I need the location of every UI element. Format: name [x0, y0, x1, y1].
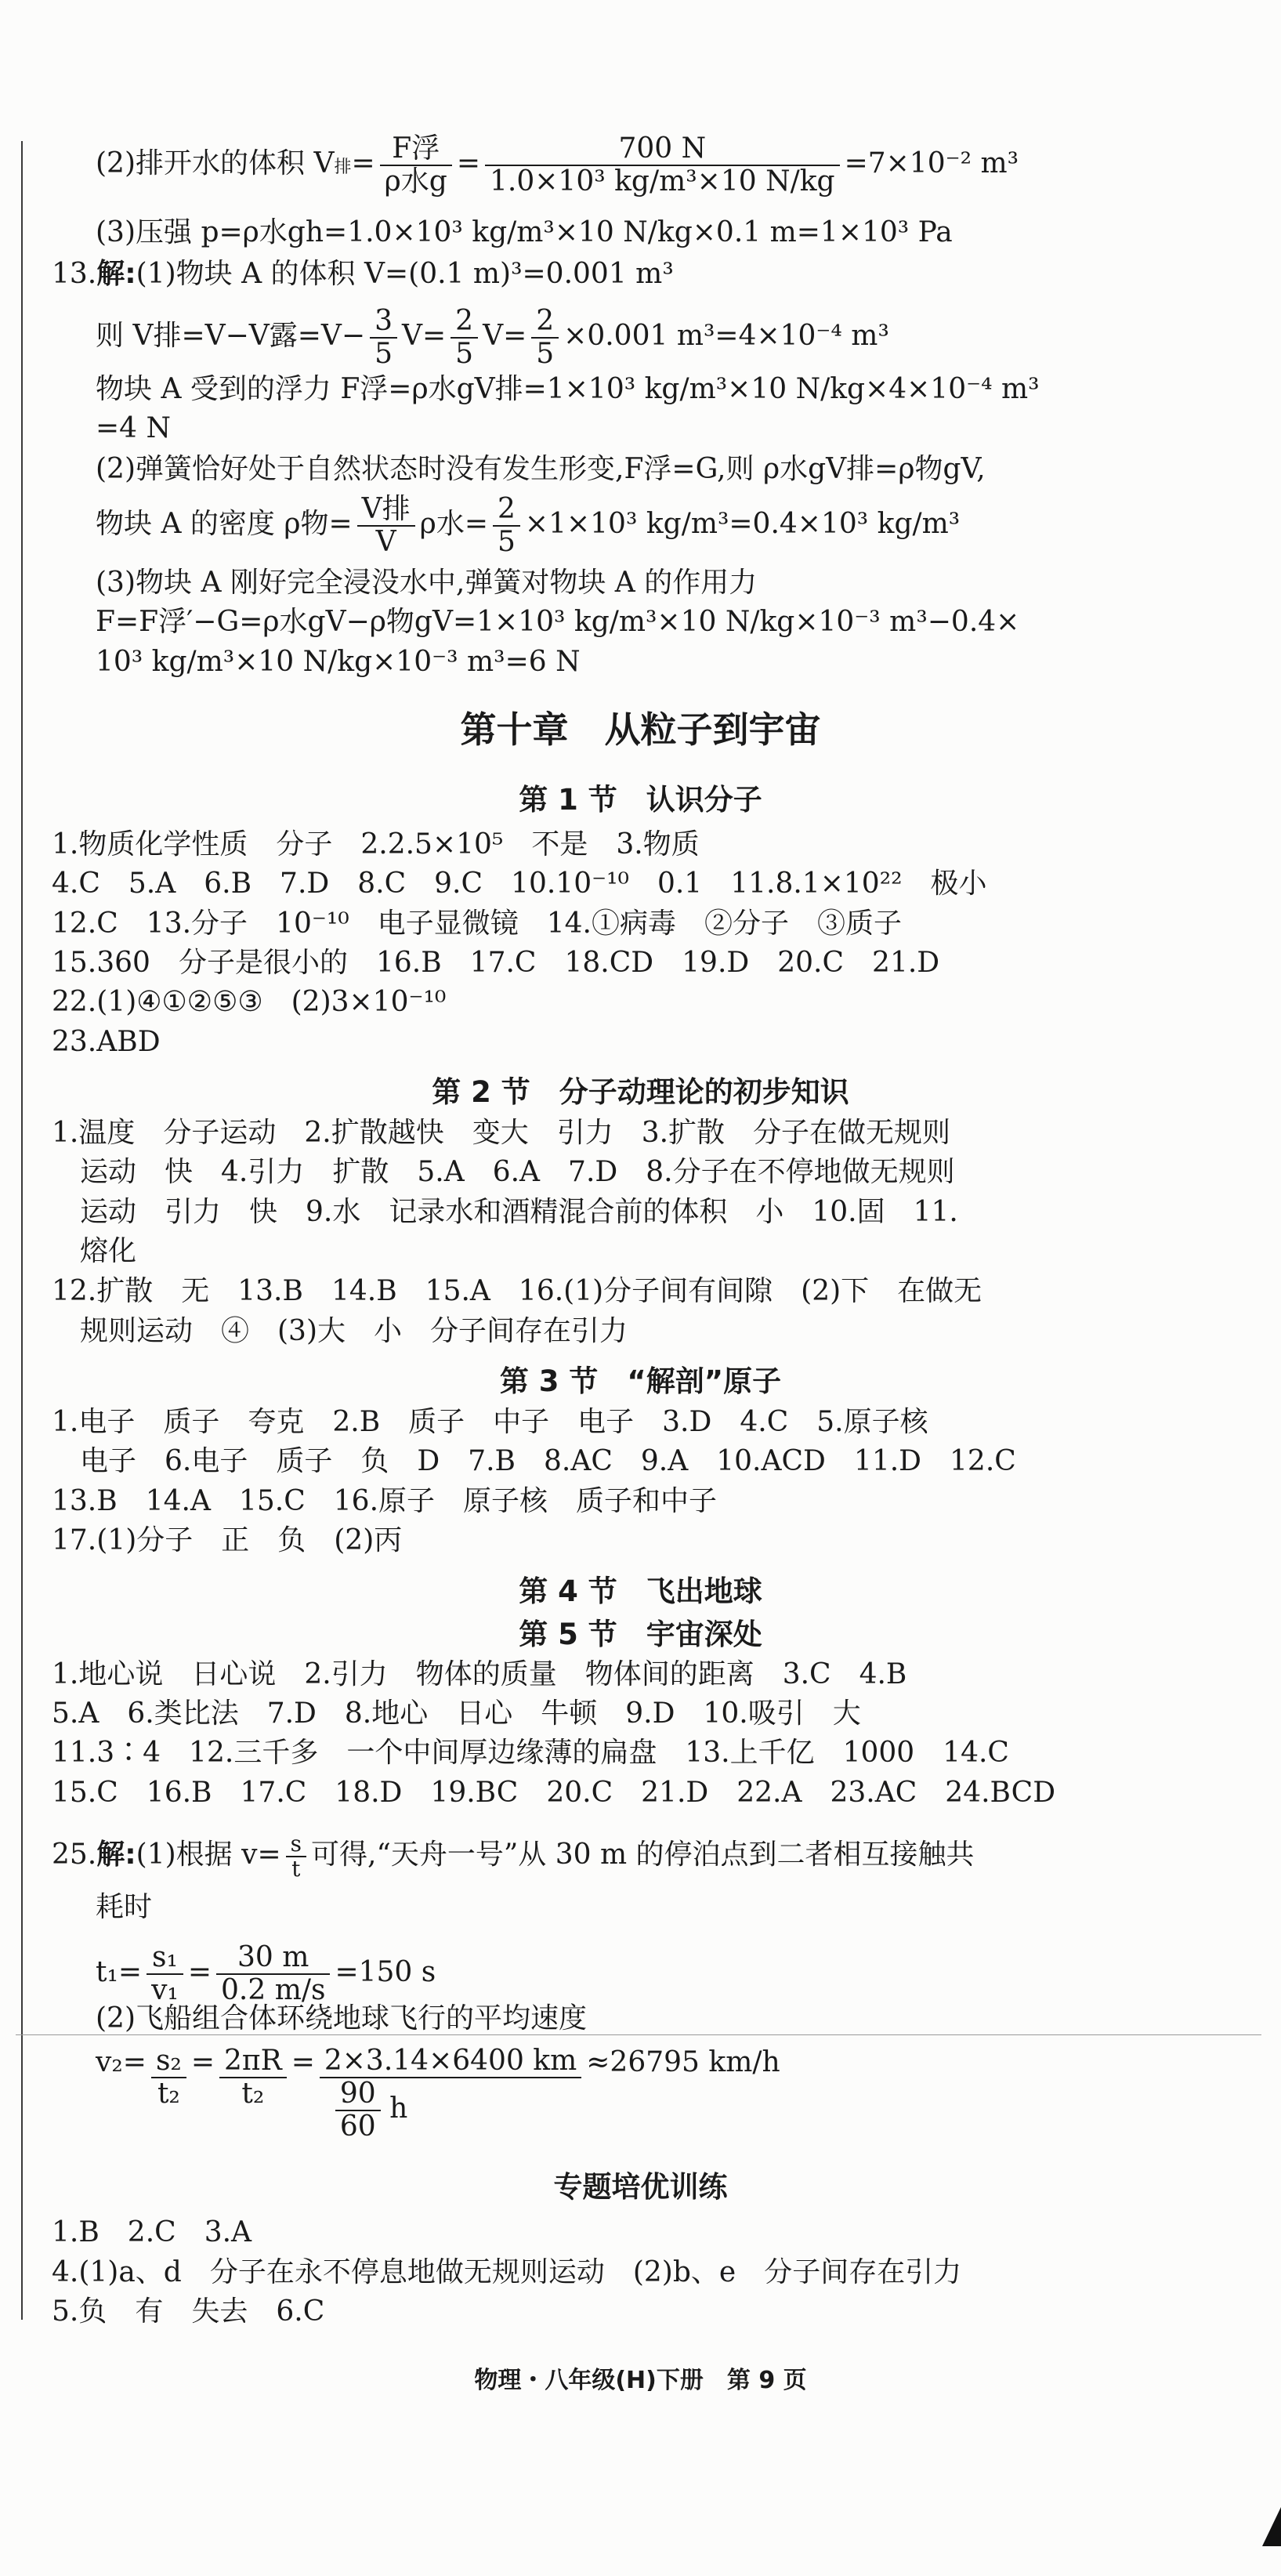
denominator: 0.2 m/s: [221, 1974, 326, 2006]
line-t1: [96, 1942, 436, 2006]
denominator: ρ水g: [384, 165, 447, 197]
numerator: 3: [370, 306, 397, 339]
text: =: [291, 2046, 315, 2078]
fraction: [216, 1942, 330, 2006]
text: =: [456, 147, 481, 179]
denominator: [320, 2078, 581, 2143]
unit: h: [389, 2092, 408, 2125]
denominator: 5: [536, 338, 555, 370]
solution-label: 解:: [96, 258, 136, 290]
page-footer: 物理・八年级(H)下册 第 9 页: [474, 2367, 807, 2394]
text: v₂=: [96, 2046, 147, 2078]
answer-line: 熔化: [52, 1235, 137, 1267]
text: =150 s: [335, 1956, 436, 1988]
numerator: s₂: [151, 2045, 186, 2078]
section-title-4: 第 4 节 飞出地球: [519, 1574, 762, 1608]
text: V=: [483, 320, 527, 352]
denominator: 1.0×10³ kg/m³×10 N/kg: [490, 165, 835, 197]
denominator: v₁: [151, 1974, 179, 2006]
answer-line: 23.ABD: [52, 1026, 161, 1058]
text: V=: [402, 320, 447, 352]
answer-line: 运动 快 4.引力 扩散 5.A 6.A 7.D 8.分子在不停地做无规则: [52, 1156, 955, 1188]
answer-line: 4.(1)a、d 分子在永不停息地做无规则运动 (2)b、e 分子间存在引力: [52, 2256, 962, 2288]
numerator: 2: [531, 306, 559, 339]
numerator: 2: [493, 494, 520, 527]
answer-line: 15.360 分子是很小的 16.B 17.C 18.CD 19.D 20.C 21.D: [52, 947, 940, 979]
denominator: 5: [455, 338, 474, 370]
left-margin-rule: [21, 141, 23, 2320]
special-training-title: 专题培优训练: [553, 2170, 728, 2204]
fraction: [370, 306, 397, 370]
text: (1)物块 A 的体积 V=(0.1 m)³=0.001 m³: [136, 258, 674, 290]
text: (1)根据 v=: [136, 1839, 281, 1871]
line-q25: [52, 1832, 975, 1881]
numerator: s: [286, 1832, 306, 1857]
chapter-title: 第十章 从粒子到宇宙: [460, 708, 821, 751]
section-title-3: 第 3 节 “解剖”原子: [499, 1364, 782, 1398]
line-buoyancy-result: =4 N: [96, 412, 172, 444]
answer-line: 12.扩散 无 13.B 14.B 15.A 16.(1)分子间有间隙 (2)下 在做无: [52, 1275, 982, 1307]
text: (2)排开水的体积 V: [96, 147, 335, 179]
denominator: 5: [375, 338, 393, 370]
answer-line: 5.负 有 失去 6.C: [52, 2295, 325, 2328]
numerator: 700 N: [485, 133, 840, 166]
line-v2: [96, 2045, 780, 2143]
answer-line: 规则运动 ④ (3)大 小 分子间存在引力: [52, 1315, 628, 1347]
denominator: V: [375, 526, 396, 558]
text: =: [187, 1956, 212, 1988]
text: 可得,“天舟一号”从 30 m 的停泊点到二者相互接触共: [311, 1839, 975, 1871]
line-submerged: (3)物块 A 刚好完全浸没水中,弹簧对物块 A 的作用力: [96, 567, 758, 599]
numerator: V排: [357, 494, 415, 527]
question-number: 25.: [52, 1839, 97, 1871]
numerator: 90: [335, 2078, 381, 2111]
fraction: [493, 494, 520, 558]
line-time-label: 耗时: [96, 1891, 153, 1923]
line-spring: (2)弹簧恰好处于自然状态时没有发生形变,F浮=G,则 ρ水gV排=ρ物gV,: [96, 453, 986, 485]
numerator: 30 m: [216, 1942, 330, 1975]
fraction: [531, 306, 559, 370]
answer-line: 1.电子 质子 夸克 2.B 质子 中子 电子 3.D 4.C 5.原子核: [52, 1406, 928, 1438]
fraction: [357, 494, 415, 558]
answer-line: 12.C 13.分子 10⁻¹⁰ 电子显微镜 14.①病毒 ②分子 ③质子: [52, 908, 902, 940]
line-avg-speed: (2)飞船组合体环绕地球飞行的平均速度: [96, 2002, 587, 2034]
line-force-result: 10³ kg/m³×10 N/kg×10⁻³ m³=6 N: [96, 646, 581, 678]
section-title-5: 第 5 节 宇宙深处: [519, 1618, 762, 1651]
numerator: F浮: [380, 133, 452, 166]
numerator: 2πR: [219, 2045, 287, 2078]
fraction: [219, 2045, 287, 2110]
text: 则 V排=V−V露=V−: [96, 320, 366, 352]
text: ×0.001 m³=4×10⁻⁴ m³: [563, 320, 889, 352]
answer-line: 运动 引力 快 9.水 记录水和酒精混合前的体积 小 10.固 11.: [52, 1196, 958, 1228]
answer-line: 22.(1)④①②⑤③ (2)3×10⁻¹⁰: [52, 986, 447, 1018]
text: 物块 A 的密度 ρ物=: [96, 508, 353, 540]
question-number: 13.: [52, 258, 97, 290]
numerator: 2: [451, 306, 478, 339]
text: =: [190, 2046, 215, 2078]
line-buoyancy: 物块 A 受到的浮力 F浮=ρ水gV排=1×10³ kg/m³×10 N/kg×4×10⁻⁴ m³: [96, 373, 1040, 405]
fraction: [451, 306, 478, 370]
corner-mark: [1262, 2507, 1281, 2546]
fraction: [380, 133, 452, 197]
fraction: [147, 1942, 183, 2006]
answer-line: 1.地心说 日心说 2.引力 物体的质量 物体间的距离 3.C 4.B: [52, 1658, 907, 1690]
numerator: 2×3.14×6400 km: [320, 2045, 581, 2078]
line-pressure: (3)压强 p=ρ水gh=1.0×10³ kg/m³×10 N/kg×0.1 m=1×10³ Pa: [96, 216, 953, 248]
answer-line: 5.A 6.类比法 7.D 8.地心 日心 牛顿 9.D 10.吸引 大: [52, 1697, 861, 1730]
numerator: s₁: [147, 1942, 183, 1975]
line-drain-volume: (2)排开水的体积 V排= $\frac{\text{F浮}}{\text{ρ水g}}$ = $\frac{700 N}{\text{1.0×10³ kg/m³×10 N/kg}}$ =7×10⁻² m³: [96, 132, 1019, 197]
line-force: F=F浮′−G=ρ水gV−ρ物gV=1×10³ kg/m³×10 N/kg×10⁻³ m³−0.4×: [96, 606, 1020, 638]
answer-line: 11.3∶4 12.三千多 一个中间厚边缘薄的扁盘 13.上千亿 1000 14.C: [52, 1737, 1009, 1769]
answer-line: 17.(1)分子 正 负 (2)丙: [52, 1524, 403, 1556]
fraction: [151, 2045, 186, 2110]
fraction: [320, 2045, 581, 2143]
answer-line: 4.C 5.A 6.B 7.D 8.C 9.C 10.10⁻¹⁰ 0.1 11.8.1×10²² 极小: [52, 868, 987, 900]
denominator: 5: [498, 526, 516, 558]
text: ρ水=: [419, 508, 489, 540]
text: =: [351, 147, 375, 179]
line-vpai: [96, 306, 889, 370]
text: ≈26795 km/h: [586, 2046, 780, 2078]
nested-fraction: [335, 2078, 381, 2143]
denominator: t: [291, 1856, 301, 1882]
text: ×1×10³ kg/m³=0.4×10³ kg/m³: [524, 508, 961, 540]
solution-label: 解:: [96, 1839, 136, 1871]
answer-line: 1.B 2.C 3.A: [52, 2216, 252, 2248]
text: t₁=: [96, 1956, 143, 1988]
fraction: [286, 1832, 306, 1881]
denominator: 60: [339, 2110, 376, 2143]
section-title-1: 第 1 节 认识分子: [519, 783, 762, 817]
denominator: t₂: [157, 2078, 180, 2110]
line-q13: [52, 257, 674, 292]
denominator: t₂: [241, 2078, 265, 2110]
answer-line: 15.C 16.B 17.C 18.D 19.BC 20.C 21.D 22.A 23.AC 24.BCD: [52, 1777, 1056, 1809]
answer-line: 电子 6.电子 质子 负 D 7.B 8.AC 9.A 10.ACD 11.D 12.C: [52, 1445, 1016, 1477]
scan-line: [16, 2034, 1261, 2035]
section-title-2: 第 2 节 分子动理论的初步知识: [432, 1075, 849, 1109]
answer-line: 13.B 14.A 15.C 16.原子 原子核 质子和中子: [52, 1485, 718, 1517]
answer-line: 1.温度 分子运动 2.扩散越快 变大 引力 3.扩散 分子在做无规则: [52, 1117, 951, 1149]
answer-line: 1.物质化学性质 分子 2.2.5×10⁵ 不是 3.物质: [52, 828, 700, 860]
text: =7×10⁻² m³: [844, 147, 1019, 179]
fraction: [485, 133, 840, 197]
line-density: [96, 494, 960, 558]
